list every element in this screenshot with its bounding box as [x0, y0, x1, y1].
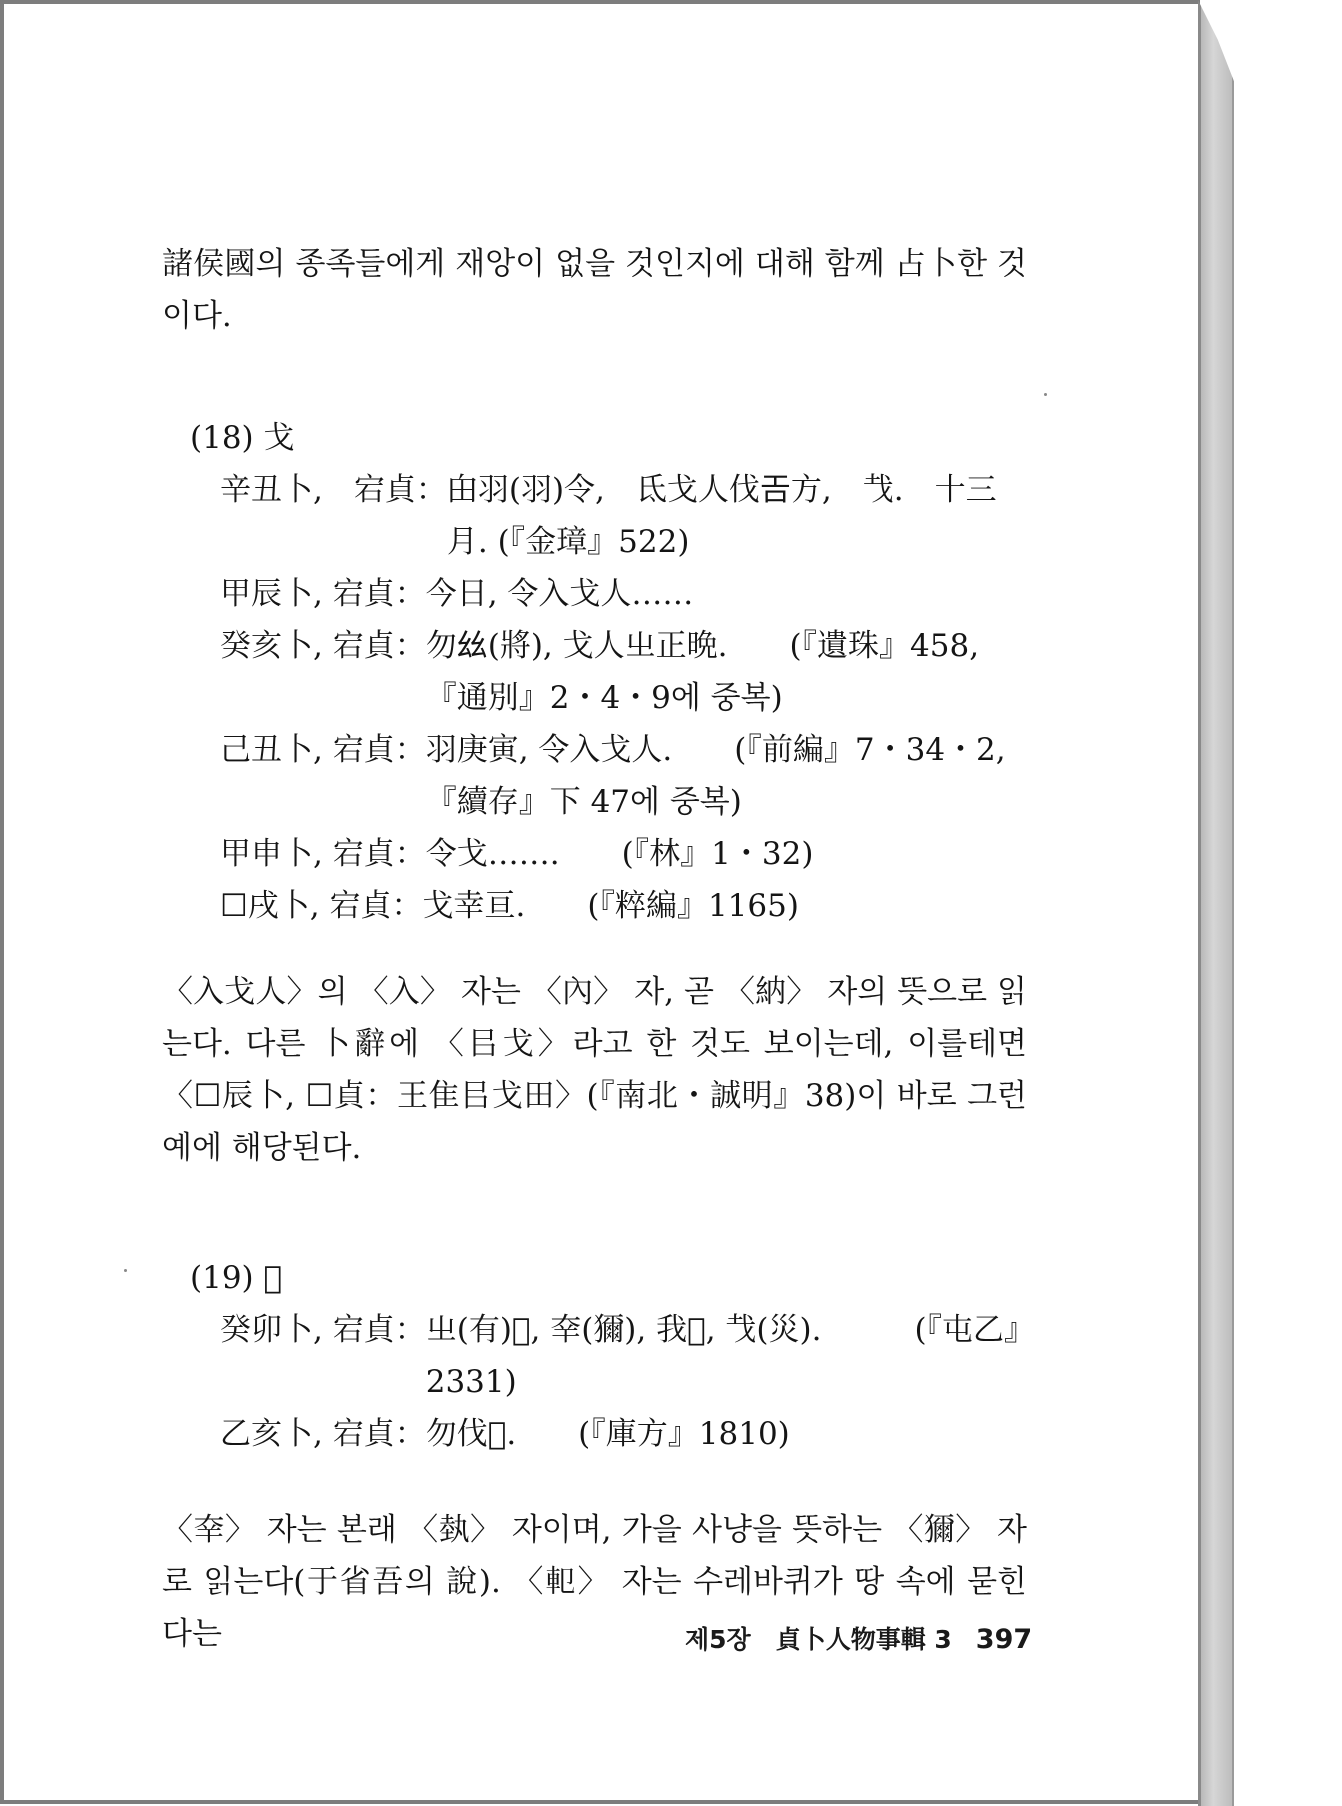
chapter-title: 제5장 貞卜人物事輯 3: [685, 1625, 952, 1654]
entry-prefix: 癸亥卜, 宕貞：: [220, 628, 426, 664]
inscription-entry: [162, 464, 1027, 568]
entry-prefix: 癸卯卜, 宕貞：: [220, 1312, 426, 1348]
inscription-entry: [162, 620, 1027, 724]
inscription-entry: [162, 828, 1027, 880]
entry-text: 勿𢆶(將), 戈人㞢正晩. (『遺珠』458,『通別』2・4・9에 중복): [425, 628, 980, 716]
section-heading: (19) 𤞷: [190, 1260, 283, 1296]
entry-prefix: ☐戌卜, 宕貞：: [220, 888, 423, 924]
entry-text: 令戈……. (『林』1・32): [425, 836, 814, 872]
inscription-entry: [162, 880, 1027, 932]
speck-mark: [124, 1269, 127, 1272]
entry-prefix: 辛丑卜, 宕貞：: [220, 472, 447, 508]
entry-text: 今日, 令入戈人……: [425, 576, 694, 612]
running-footer: [685, 1620, 1032, 1656]
entry-prefix: 乙亥卜, 宕貞：: [220, 1416, 426, 1452]
inscription-entry: [162, 568, 1027, 620]
paragraph: 諸侯國의 종족들에게 재앙이 없을 것인지에 대해 함께 占卜한 것이다.: [162, 246, 1027, 334]
inscription-entry: [162, 1304, 1027, 1408]
speck-mark: [1044, 393, 1047, 396]
entry-text: 戈幸亘. (『粹編』1165): [422, 888, 799, 924]
entry-text: 甶羽(羽)令, 氐戈人伐𢀛方, 𢦏. 十三月. (『金璋』522): [446, 472, 997, 560]
body-text: [162, 238, 1027, 1660]
inscription-entry: [162, 1408, 1027, 1460]
entry-text: 㞢(有)𤞷, 㚔(獮), 我𨊠, 𢦏(災). (『屯乙』2331): [425, 1312, 1020, 1400]
entry-prefix: 甲辰卜, 宕貞：: [220, 576, 426, 612]
example-section-19: [162, 1252, 1027, 1460]
paragraph: 〈㚔〉 자는 본래 〈埶〉 자이며, 가을 사냥을 뜻하는 〈獮〉 자로 읽는다(于省吾의 說). 〈𨊠〉 자는 수레바퀴가 땅 속에 묻힌다는: [162, 1512, 1027, 1652]
example-section-18: [162, 412, 1027, 932]
entry-prefix: 己丑卜, 宕貞：: [220, 732, 426, 768]
section-heading: (18) 戈: [190, 420, 295, 456]
entry-text: 羽庚寅, 令入戈人. (『前編』7・34・2,『續存』下 47에 중복): [425, 732, 1006, 820]
entry-text: 勿伐𤞷. (『庫方』1810): [425, 1416, 790, 1452]
entry-prefix: 甲申卜, 宕貞：: [220, 836, 426, 872]
page-edge-thickness: [1198, 0, 1234, 1806]
page-number: 397: [975, 1624, 1033, 1655]
paragraph: 〈入戈人〉의 〈入〉 자는 〈內〉 자, 곧 〈納〉 자의 뜻으로 읽는다. 다른 卜辭에 〈㠯戈〉라고 한 것도 보이는데, 이를테면 〈☐辰卜, ☐貞：王隹㠯戈田〉(『南北・誠明』38)이 바로 그런 예에 해당된다.: [162, 974, 1027, 1166]
inscription-entry: [162, 724, 1027, 828]
